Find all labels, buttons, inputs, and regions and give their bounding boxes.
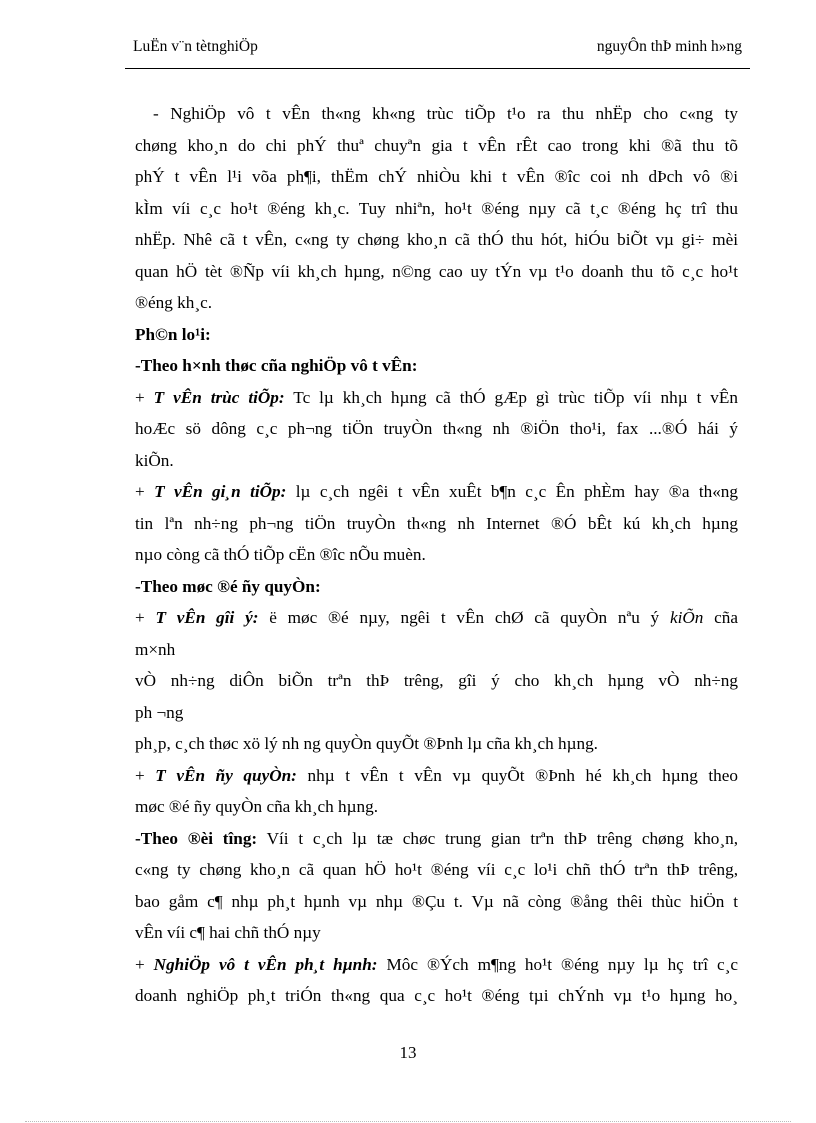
- delegated-consulting-line: + T vÊn ñy quyÒn: nhµ t vÊn t vÊn vµ quyÕt ®Þnh hé kh¸ch hµng theo: [135, 765, 738, 785]
- header-thesis-title: LuËn v¨n tètnghiÖp: [133, 38, 258, 55]
- indirect-consulting-term: T vÊn gi¸n tiÕp:: [154, 482, 287, 501]
- object-heading: -Theo ®èi tîng:: [135, 828, 258, 848]
- issuer-consulting-line: + NghiÖp vô t vÊn ph¸t hµnh: Môc ®Ých m¶ng ho¹t ®éng nµy lµ hç trî c¸c: [135, 954, 738, 974]
- indirect-consulting-line: + T vÊn gi¸n tiÕp: lµ c¸ch ngêi t vÊn xuÊt b¶n c¸c Ên phÈm hay ®a th«ng: [135, 482, 738, 501]
- suggestive-consulting-line: + T vÊn gîi ý: ë møc ®é nµy, ngêi t vÊn chØ cã quyÒn nªu ý kiÕn cña: [135, 608, 738, 627]
- paragraph-line: m×nh: [135, 639, 176, 659]
- header-rule: [125, 68, 750, 69]
- form-heading: -Theo h×nh thøc cña nghiÖp vô t vÊn:: [135, 356, 418, 375]
- paragraph-line: kiÕn.: [135, 450, 174, 470]
- paragraph-line: nµo còng cã thÓ tiÕp cËn ®îc nÕu muèn.: [135, 545, 426, 564]
- paragraph-line: kÌm víi c¸c ho¹t ®éng kh¸c. Tuy nhiªn, ho¹t ®éng nµy cã t¸c ®éng hç trî thu: [135, 198, 738, 218]
- issuer-consulting-term: NghiÖp vô t vÊn ph¸t hµnh:: [153, 954, 378, 974]
- header-author-name: nguyÔn thÞ minh h»ng: [596, 38, 742, 55]
- paragraph-line: vÒ nh÷ng diÔn biÕn trªn thÞ trêng, gîi ý cho kh¸ch hµng vÒ nh÷ng: [135, 671, 738, 690]
- paragraph-line: møc ®é ñy quyÒn cña kh¸ch hµng.: [135, 797, 379, 816]
- paragraph-line: phÝ t vÊn l¹i võa ph¶i, thËm chÝ nhiÒu khi t vÊn ®îc coi nh dÞch vô ®i: [135, 167, 738, 186]
- paragraph-line: chøng kho¸n do chi phÝ thuª chuyªn gia t vÊn rÊt cao trong khi ®ã thu tõ: [135, 135, 738, 155]
- paragraph-line: doanh nghiÖp ph¸t triÓn th«ng qua c¸c ho¹t ®éng tµi chÝnh vµ t¹o hµng ho¸: [135, 986, 738, 1005]
- object-line: -Theo ®èi tîng: Víi t c¸ch lµ tæ chøc trung gian trªn thÞ trêng chøng kho¸n,: [135, 828, 738, 848]
- delegated-consulting-term: T vÊn ñy quyÒn:: [155, 765, 297, 785]
- authority-heading: -Theo møc ®é ñy quyÒn:: [135, 576, 321, 596]
- paragraph-line: ph¸p, c¸ch thøc xö lý nh ng quyÒn quyÕt ®Þnh lµ cña kh¸ch hµng.: [135, 734, 598, 753]
- classification-heading: Ph©n lo¹i:: [135, 324, 211, 344]
- paragraph-line: ®éng kh¸c.: [135, 293, 213, 312]
- page-number: 13: [399, 1043, 417, 1062]
- page-bottom-border: [25, 1121, 791, 1122]
- paragraph-line: vÊn víi c¶ hai chñ thÓ nµy: [135, 923, 321, 942]
- paragraph-line: nhËp. Nhê cã t vÊn, c«ng ty chøng kho¸n cã thÓ thu hót, hiÓu biÕt vµ gi÷ mèi: [135, 230, 738, 249]
- direct-consulting-term: T vÊn trùc tiÕp:: [153, 387, 285, 407]
- paragraph-line: tin lªn nh÷ng ph¬ng tiÖn truyÒn th«ng nh Internet ®Ó bÊt kú kh¸ch hµng: [135, 513, 738, 533]
- page-body: [135, 98, 738, 1012]
- paragraph-line: bao gåm c¶ nhµ ph¸t hµnh vµ nhµ ®Çu t. Vµ nã còng ®ång thêi thùc hiÖn t: [135, 891, 738, 911]
- suggestive-consulting-term: T vÊn gîi ý:: [155, 608, 259, 627]
- direct-consulting-line: + T vÊn trùc tiÕp: Tc lµ kh¸ch hµng cã thÓ gÆp gì trùc tiÕp víi nhµ t vÊn: [135, 387, 738, 407]
- page-header: [125, 38, 750, 60]
- paragraph-line: hoÆc sö dông c¸c ph¬ng tiÖn truyÒn th«ng nh ®iÖn tho¹i, fax ...®Ó hái ý: [135, 419, 738, 438]
- paragraph-line: quan hÖ tèt ®Ñp víi kh¸ch hµng, n©ng cao uy tÝn vµ t¹o doanh thu tõ c¸c ho¹t: [135, 261, 738, 281]
- paragraph-line: ph ¬ng: [135, 702, 184, 722]
- paragraph-line: c«ng ty chøng kho¸n cã quan hÖ ho¹t ®éng víi c¸c lo¹i chñ thÓ trªn thÞ trêng,: [135, 860, 738, 879]
- paragraph-line: - NghiÖp vô t vÊn th«ng kh«ng trùc tiÕp t¹o ra thu nhËp cho c«ng ty: [153, 104, 738, 123]
